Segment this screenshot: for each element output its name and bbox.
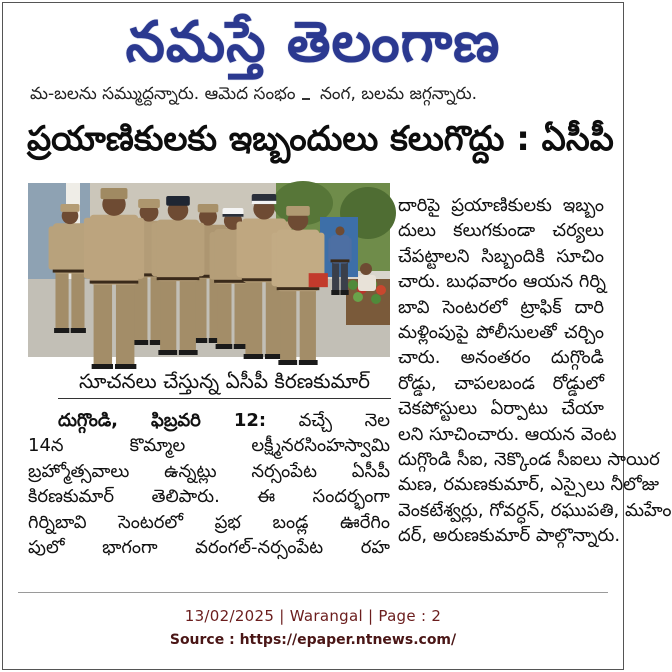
right-column-line: దుగ్గొండి సీఐ, నెక్కొండ సీఐలు సాయిర [398, 448, 660, 470]
leg [245, 280, 262, 356]
left-column-line: పులో భాగంగా వరంగల్-నర్సంపేట రహ [28, 536, 390, 558]
belt [90, 281, 139, 284]
leg [341, 261, 348, 292]
leg [180, 279, 196, 352]
previous-article-fragment-left [30, 84, 298, 105]
right-column-line: దులు కలుగకుండా చర్యలు [398, 220, 604, 242]
cap-band [252, 201, 277, 204]
belt [157, 277, 200, 280]
vegetable [376, 285, 386, 295]
torso [157, 220, 200, 282]
leg [300, 289, 316, 362]
fragment-divider [302, 98, 310, 100]
masthead-logo: నమస్తే తెలంగాణ [125, 10, 501, 75]
caption-underline [58, 398, 391, 399]
torso [53, 223, 88, 273]
cap [60, 204, 79, 212]
left-column-line: 14న కొమ్మాల లక్ష్మీనరసింహస్వామి [28, 435, 390, 457]
shoe [158, 350, 177, 355]
cap [166, 196, 190, 206]
photo-caption: సూచనలు చేస్తున్న ఏసీపీ కిరణ‌కుమార్ [78, 369, 371, 393]
leg [280, 289, 296, 362]
belt [331, 259, 350, 262]
left-column-line: కిరణ‌కుమార్ తెలిపారు. ఈ సందర్భంగా [28, 486, 390, 508]
leg [55, 272, 68, 330]
leg [332, 261, 339, 292]
leg [71, 272, 84, 330]
fragment-text-right: నంగ, బలమ జగ్గన్నారు. [320, 84, 478, 104]
leg [116, 283, 134, 366]
belt [277, 287, 320, 290]
right-column-line: చారు. బుధవారం ఆయన గిర్ని [398, 271, 606, 293]
leg [133, 275, 148, 342]
article-headline: ప్రయాణికులకు ఇబ్బందులు కలుగొద్దు : ఏసీపీ [27, 119, 614, 159]
shoe [299, 360, 318, 365]
right-column-line: దర్, అరుణ‌కుమార్ పాల్గొన్నారు. [398, 525, 621, 547]
vendor-body [358, 275, 376, 291]
cap [198, 204, 219, 213]
shoe [244, 354, 263, 359]
leg [160, 279, 176, 352]
right-column [398, 193, 672, 548]
footer-divider [18, 592, 608, 593]
shoe [71, 328, 86, 333]
belt [53, 270, 88, 273]
news-photo [28, 183, 390, 357]
left-column [28, 408, 390, 560]
left-column-line: బ్రహ్మోత్సవాలు ఉన్నట్లు నర్సంపేట ఏసీపీ [28, 460, 390, 482]
footer-edition-info: 13/02/2025 | Warangal | Page : 2 [184, 607, 442, 625]
torso [90, 215, 139, 285]
cap [286, 206, 310, 216]
shoe [54, 328, 69, 333]
footer-source-link[interactable]: Source : https://epaper.ntnews.com/ [169, 632, 457, 648]
right-column-line: చారు. అనంతరం దుగ్గొండి [398, 347, 604, 369]
vegetable [348, 280, 358, 290]
right-column-line: బావి సెంటర‌లో ట్రాఫిక్ దారి [398, 296, 604, 318]
vendor-head [360, 263, 372, 275]
first-line-text: వచ్చే నెల [298, 410, 390, 431]
shoe [340, 290, 348, 295]
shoe [278, 360, 297, 365]
article-dateline: దుగ్గొండి, ఫిబ్రవరి 12: [58, 410, 267, 431]
cap-band [223, 214, 244, 217]
right-column-line: మణ, రమణకుమార్, ఎస్సైలు నీలోజు [398, 474, 660, 496]
red-file [309, 273, 328, 287]
shoe [216, 344, 233, 349]
left-column-line: గిర్నిబావి సెంటర‌లో ప్రభ బండ్ల ఊరేగిం [28, 511, 390, 533]
right-column-line: చెక‌పోస్టులు ఏర్పాటు చేయా [398, 398, 604, 420]
head [335, 226, 344, 235]
vegetable [353, 292, 363, 302]
right-column-line: రోడ్డు, చాపలబండ రోడ్డులో [398, 372, 604, 394]
leg [94, 283, 112, 366]
torso [331, 235, 350, 263]
fragment-text-left: మ-బలను సమ్ముద్దన్నారు. ఆమెద సంభం [30, 84, 296, 104]
right-column-line: చేపట్టాలని సిబ్బందికి సూచిం [398, 245, 604, 267]
left-column-first-line [28, 408, 390, 433]
previous-article-fragment-right [320, 84, 602, 105]
right-column-line: లని సూచించారు. ఆయన వెంట [398, 423, 617, 445]
leg [266, 280, 283, 356]
cap [138, 199, 160, 208]
shoe [179, 350, 198, 355]
right-column-line: వెంకటేశ్వర్లు, గోవర్ధన్, రఘుపతి, మహేం [398, 499, 672, 521]
vegetable [371, 294, 381, 304]
right-column-line: మళ్లింపుపై పోలీసులతో చర్చిం [398, 321, 604, 343]
shoe [331, 290, 339, 295]
cap [101, 188, 128, 199]
leg [217, 282, 231, 346]
right-column-line: దారిపై ప్రయాణికులకు ఇబ్బం [398, 195, 604, 216]
